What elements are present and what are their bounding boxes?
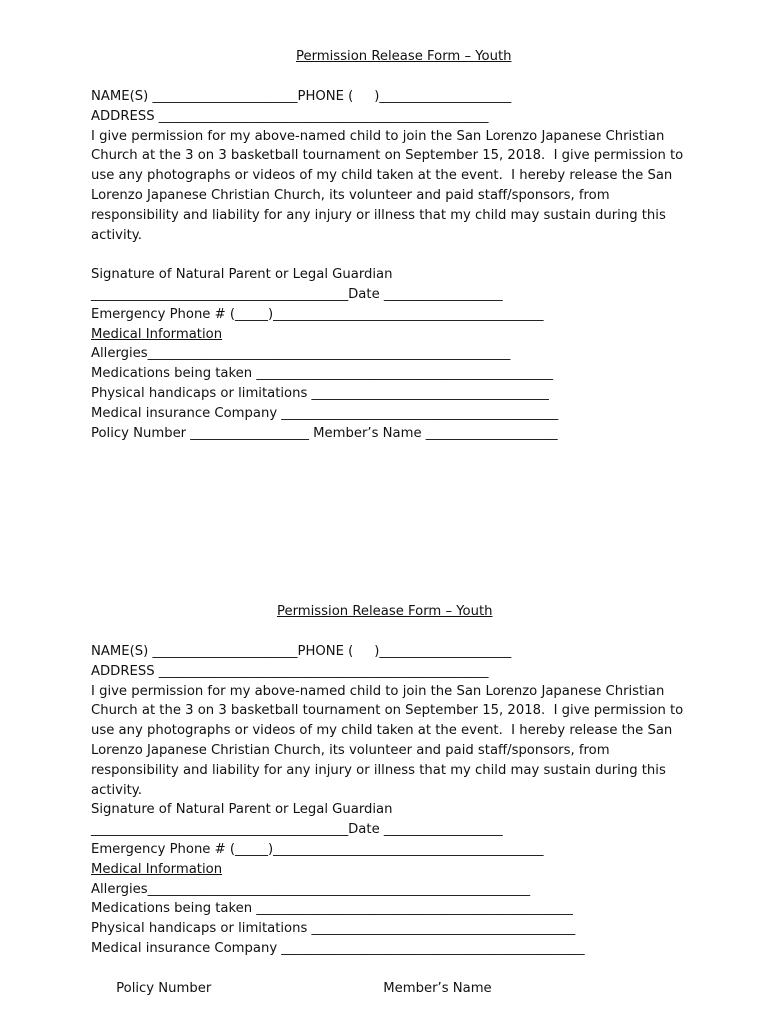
permission-text-line: Lorenzo Japanese Christian Church, its volunteer and paid staff/sponsors, from bbox=[91, 187, 610, 203]
signature-label: Signature of Natural Parent or Legal Guardian bbox=[91, 802, 393, 818]
allergies-line: Allergies__________________________________________________________ bbox=[91, 881, 531, 897]
medications-line: Medications being taken ________________________________________________ bbox=[91, 901, 573, 917]
spacer bbox=[91, 245, 691, 265]
policy-number-label: Policy Number bbox=[116, 980, 212, 996]
signature-date-line: _______________________________________Date __________________ bbox=[91, 822, 503, 838]
handicaps-line: Physical handicaps or limitations ________________________________________ bbox=[91, 921, 576, 937]
medications-line: Medications being taken _____________________________________________ bbox=[91, 366, 554, 382]
permission-text-line: activity. bbox=[91, 782, 142, 798]
emergency-phone-line: Emergency Phone # (_____)_________________________________________ bbox=[91, 841, 544, 857]
insurance-company-line: Medical insurance Company ______________________________________________ bbox=[91, 940, 585, 956]
allergies-line: Allergies_______________________________________________________ bbox=[91, 346, 511, 362]
permission-text-line: Church at the 3 on 3 basketball tournament on September 15, 2018. I give permission to bbox=[91, 703, 684, 719]
permission-text-line: I give permission for my above-named child to join the San Lorenzo Japanese Christian bbox=[91, 128, 665, 144]
permission-text-line: I give permission for my above-named child to join the San Lorenzo Japanese Christian bbox=[91, 683, 665, 699]
medical-information-heading: Medical Information bbox=[91, 326, 223, 342]
address-line: ADDRESS __________________________________________________ bbox=[91, 663, 489, 679]
names-phone-line: NAME(S) ______________________PHONE ( )____________________ bbox=[91, 89, 512, 104]
address-line: ADDRESS __________________________________________________ bbox=[91, 108, 489, 124]
policy-member-line bbox=[91, 959, 691, 996]
handicaps-line: Physical handicaps or limitations ____________________________________ bbox=[91, 385, 549, 401]
permission-text-line: activity. bbox=[91, 227, 142, 243]
permission-text-line: responsibility and liability for any injury or illness that my child may sustain during this bbox=[91, 207, 666, 223]
insurance-company-line: Medical insurance Company __________________________________________ bbox=[91, 405, 559, 421]
signature-label: Signature of Natural Parent or Legal Guardian bbox=[91, 267, 393, 283]
permission-form-2 bbox=[91, 603, 691, 996]
member-name-label: Member’s Name bbox=[383, 980, 492, 996]
permission-text-line: use any photographs or videos of my child taken at the event. I hereby release the San bbox=[91, 168, 673, 184]
names-phone-line: NAME(S) ______________________PHONE ( )____________________ bbox=[91, 644, 512, 659]
policy-member-line: Policy Number __________________ Member’s Name ____________________ bbox=[91, 425, 558, 441]
emergency-phone-line: Emergency Phone # (_____)_________________________________________ bbox=[91, 306, 544, 322]
signature-date-line: _______________________________________Date __________________ bbox=[91, 286, 503, 302]
form-title: Permission Release Form – Youth bbox=[296, 49, 512, 64]
medical-information-heading: Medical Information bbox=[91, 861, 223, 877]
form-title: Permission Release Form – Youth bbox=[277, 604, 493, 619]
permission-form-1 bbox=[91, 48, 691, 443]
permission-text-line: Church at the 3 on 3 basketball tournament on September 15, 2018. I give permission to bbox=[91, 148, 684, 164]
permission-text-line: responsibility and liability for any injury or illness that my child may sustain during this bbox=[91, 762, 666, 778]
permission-text-line: Lorenzo Japanese Christian Church, its volunteer and paid staff/sponsors, from bbox=[91, 742, 610, 758]
permission-text-line: use any photographs or videos of my child taken at the event. I hereby release the San bbox=[91, 723, 673, 739]
